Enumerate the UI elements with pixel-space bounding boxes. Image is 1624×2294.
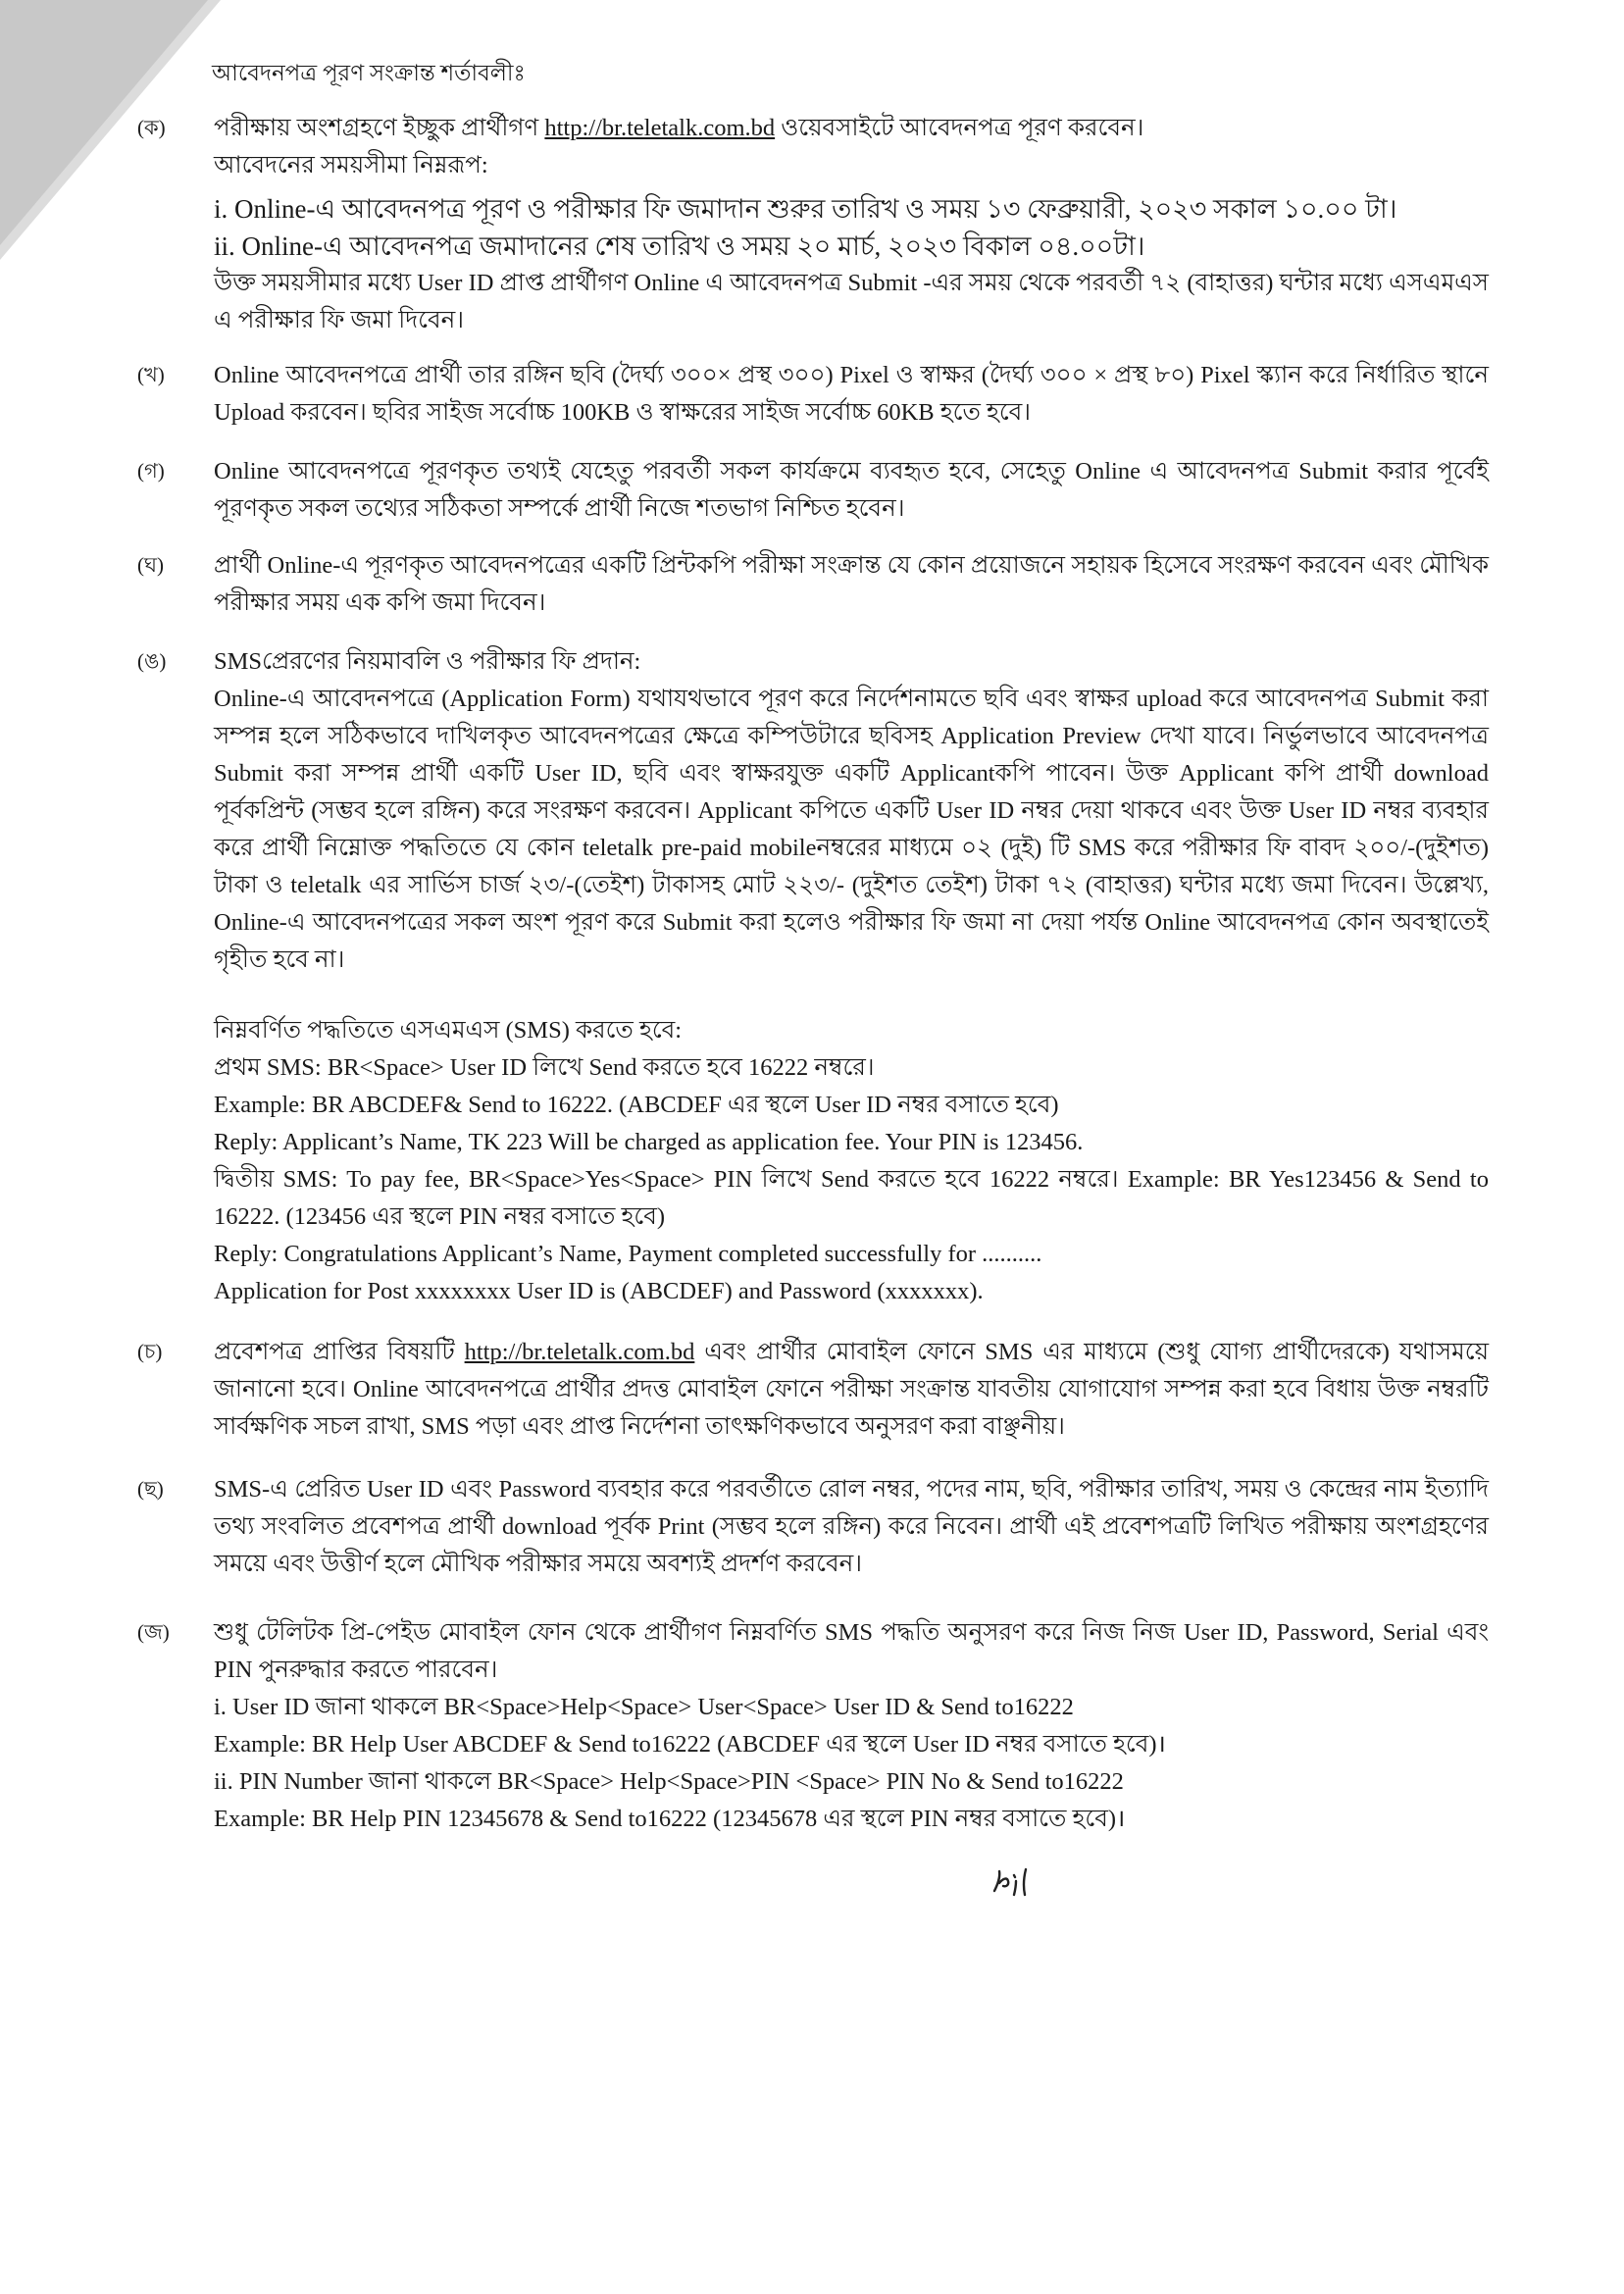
section-line: ii. PIN Number জানা থাকলে BR<Space> Help<Space>PIN <Space> PIN No & Send to16222 [214,1768,1124,1795]
document-heading: আবেদনপত্র পূরণ সংক্রান্ত শর্তাবলীঃ [212,61,526,85]
section-marker: (ক) [137,116,166,139]
section-body [214,547,1489,622]
section-body [214,357,1489,432]
section-line: প্রার্থী Online-এ পূরণকৃত আবেদনপত্রের একটি প্রিন্টকপি পরীক্ষা সংক্রান্ত যে কোন প্রয়োজনে সহায়ক হিসেবে সংরক্ষণ করবেন এবং মৌখিক পরীক্ষার সময় এক কপি জমা দিবেন। [214,552,1489,616]
section-line [214,1334,1489,1446]
sms-instruction-line: প্রথম SMS: BR<Space> User ID লিখে Send করতে হবে 16222 নম্বরে। [214,1054,875,1081]
section-line: উক্ত সময়সীমার মধ্যে User ID প্রাপ্ত প্রার্থীগণ Online এ আবেদনপত্র Submit -এর সময় থেকে পরবর্তী ৭২ (বাহাত্তর) ঘন্টার মধ্যে এসএমএস এ পরীক্ষার ফি জমা দিবেন। [214,270,1489,333]
sms-instruction-line: নিম্নবর্ণিত পদ্ধতিতে এসএমএস (SMS) করতে হবে: [214,1017,683,1044]
section-line: আবেদনের সময়সীমা নিম্নরূপ: [214,152,488,178]
teletalk-link[interactable]: http://br.teletalk.com.bd [464,1339,695,1365]
section-marker: (ছ) [137,1477,164,1501]
teletalk-link[interactable]: http://br.teletalk.com.bd [544,115,776,141]
sms-instruction-line: Example: BR ABCDEF& Send to 16222. (ABCDEF এর স্থলে User ID নম্বর বসাতে হবে) [214,1092,1059,1118]
section-line: Online আবেদনপত্রে পূরণকৃত তথ্যই যেহেতু পরবর্তী সকল কার্যক্রমে ব্যবহৃত হবে, সেহেতু Online এ আবেদনপত্র Submit করার পূর্বেই পূরণকৃত সকল তথ্যের সঠিকতা সম্পর্কে প্রার্থী নিজে শতভাগ নিশ্চিত হবেন। [214,458,1489,522]
section-body [214,643,1489,1310]
section-line: SMS-এ প্রেরিত User ID এবং Password ব্যবহার করে পরবর্তীতে রোল নম্বর, পদের নাম, ছবি, পরীক্ষার তারিখ, সময় ও কেন্দ্রের নাম ইত্যাদি তথ্য সংবলিত প্রবেশপত্র প্রার্থী download পূর্বক Print (সম্ভব হলে রঙ্গিন) করে নিবেন। প্রার্থী এই প্রবেশপত্রটি লিখিত পরীক্ষায় অংশগ্রহণের সময়ে এবং উত্তীর্ণ হলে মৌখিক পরীক্ষার সময়ে অবশ্যই প্রদর্শণ করবেন। [214,1476,1489,1577]
section-body [214,1334,1489,1446]
section-line: SMSপ্রেরণের নিয়মাবলি ও পরীক্ষার ফি প্রদান: [214,648,641,675]
line-text: প্রবেশপত্র প্রাপ্তির বিষয়টি [214,1339,465,1365]
section-line: Online আবেদনপত্রে প্রার্থী তার রঙ্গিন ছবি (দৈর্ঘ্য ৩০০× প্রস্থ ৩০০) Pixel ও স্বাক্ষর (দৈর্ঘ্য ৩০০ × প্রস্থ ৮০) Pixel স্ক্যান করে নির্ধারিত স্থানে Upload করবেন। ছবির সাইজ সর্বোচ্চ 100KB ও স্বাক্ষরের সাইজ সর্বোচ্চ 60KB হতে হবে। [214,362,1489,426]
section-marker: (খ) [137,363,165,386]
section-marker: (জ) [137,1620,170,1644]
section-line: ii. Online-এ আবেদনপত্র জমাদানের শেষ তারিখ ও সময় ২০ মার্চ, ২০২৩ বিকাল ০৪.০০টা। [214,231,1145,261]
section-body [214,1471,1489,1583]
handwritten-signature [987,1854,1045,1912]
section-marker: (চ) [137,1340,163,1363]
section-line: শুধু টেলিটক প্রি-পেইড মোবাইল ফোন থেকে প্রার্থীগণ নিম্নবর্ণিত SMS পদ্ধতি অনুসরণ করে নিজ নিজ User ID, Password, Serial এবং PIN পুনরুদ্ধার করতে পারবেন। [214,1619,1489,1683]
section-body [214,1614,1489,1838]
section-line [214,110,1489,147]
section-line: Online-এ আবেদনপত্রে (Application Form) যথাযথভাবে পূরণ করে নির্দেশনামতে ছবি এবং স্বাক্ষর upload করে আবেদনপত্র Submit করা সম্পন্ন হলে সঠিকভাবে দাখিলকৃত আবেদনপত্রের ক্ষেত্রে কম্পিউটারে ছবিসহ Application Preview দেখা যাবে। নির্ভুলভাবে আবেদনপত্র Submit করা সম্পন্ন প্রার্থী একটি User ID, ছবি এবং স্বাক্ষরযুক্ত একটি Applicantকপি পাবেন। উক্ত Applicant কপি প্রার্থী download পূর্বকপ্রিন্ট (সম্ভব হলে রঙ্গিন) করে সংরক্ষণ করবেন। Applicant কপিতে একটি User ID নম্বর দেয়া থাকবে এবং উক্ত User ID নম্বর ব্যবহার করে প্রার্থী নিম্নোক্ত পদ্ধতিতে যে কোন teletalk pre-paid mobileনম্বরের মাধ্যমে ০২ (দুই) টি SMS করে পরীক্ষার ফি বাবদ ২০০/-(দুইশত) টাকা ও teletalk এর সার্ভিস চার্জ ২৩/-(তেইশ) টাকাসহ মোট ২২৩/- (দুইশত তেইশ) টাকা ৭২ (বাহাত্তর) ঘন্টার মধ্যে জমা দিবেন। উল্লেখ্য, Online-এ আবেদনপত্রের সকল অংশ পূরণ করে Submit করা হলেও পরীক্ষার ফি জমা না দেয়া পর্যন্ত Online আবেদনপত্র কোন অবস্থাতেই গৃহীত হবে না। [214,686,1489,973]
section-body [214,453,1489,528]
sms-instruction-line: Reply: Congratulations Applicant’s Name, Payment completed successfully for .......... [214,1241,1042,1267]
section-body [214,110,1489,339]
section-line: i. Online-এ আবেদনপত্র পূরণ ও পরীক্ষার ফি জমাদান শুরুর তারিখ ও সময় ১৩ ফেব্রুয়ারী, ২০২৩ সকাল ১০.০০ টা। [214,194,1397,224]
section-marker: (ঘ) [137,553,164,577]
sms-instruction-line: Application for Post xxxxxxxx User ID is (ABCDEF) and Password (xxxxxxx). [214,1278,984,1304]
section-marker: (গ) [137,459,165,483]
section-line: Example: BR Help User ABCDEF & Send to16222 (ABCDEF এর স্থলে User ID নম্বর বসাতে হবে)। [214,1731,1166,1758]
section-marker: (ঙ) [137,649,167,673]
sms-instruction-line: Reply: Applicant’s Name, TK 223 Will be charged as application fee. Your PIN is 123456. [214,1129,1084,1155]
line-text: পরীক্ষায় অংশগ্রহণে ইচ্ছুক প্রার্থীগণ [214,115,545,141]
sms-instruction-line: দ্বিতীয় SMS: To pay fee, BR<Space>Yes<Space> PIN লিখে Send করতে হবে 16222 নম্বরে। Example: BR Yes123456 & Send to 16222. (123456 এর স্থলে PIN নম্বর বসাতে হবে) [214,1166,1489,1230]
section-line: Example: BR Help PIN 12345678 & Send to16222 (12345678 এর স্থলে PIN নম্বর বসাতে হবে)। [214,1806,1126,1832]
line-text: ওয়েবসাইটে আবেদনপত্র পূরণ করবেন। [775,115,1144,141]
section-line: i. User ID জানা থাকলে BR<Space>Help<Space> User<Space> User ID & Send to16222 [214,1694,1074,1720]
line-text: এবং প্রার্থীর মোবাইল ফোনে SMS এর মাধ্যমে (শুধু যোগ্য প্রার্থীদেরকে) যথাসময়ে জানানো হবে। Online আবেদনপত্রে প্রার্থীর প্রদত্ত মোবাইল ফোনে পরীক্ষা সংক্রান্ত যাবতীয় যোগাযোগ সম্পন্ন করা হবে বিধায় উক্ত নম্বরটি সার্বক্ষণিক সচল রাখা, SMS পড়া এবং প্রাপ্ত নির্দেশনা তাৎক্ষণিকভাবে অনুসরণ করা বাঞ্ছনীয়। [214,1339,1489,1440]
